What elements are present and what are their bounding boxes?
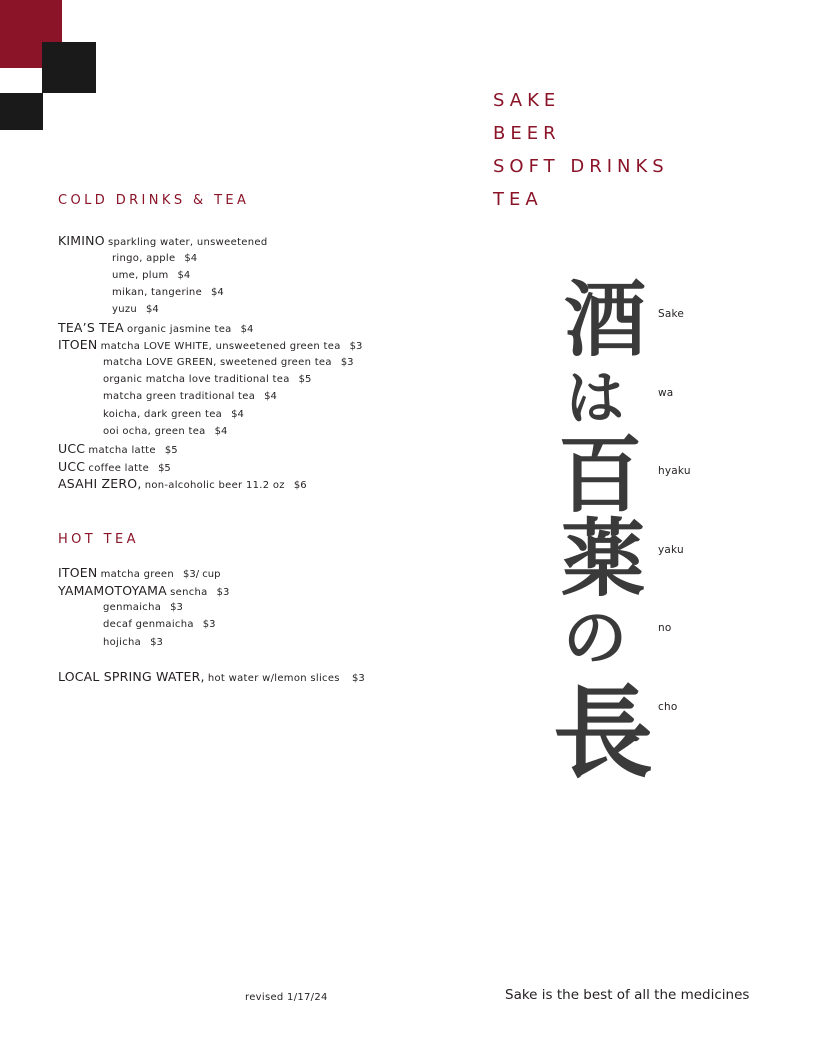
gloss-word: Sake [658,308,685,320]
revised-date: revised 1/17/24 [245,992,328,1003]
item-price: $4 [211,287,224,299]
hot-tea-list [58,564,488,651]
calligraphy-char: 長 [553,674,653,788]
menu-item [58,564,488,582]
calligraphy-char: は [565,364,625,432]
corner-square-black-lower [0,93,43,130]
item-desc: hojicha [103,636,142,648]
item-desc: ooi ocha, green tea [103,425,206,437]
menu-item [58,582,488,600]
menu-item [58,301,488,318]
item-desc: genmaicha [103,602,162,613]
item-desc: organic matcha love traditional tea [103,373,290,385]
item-brand: KIMINO [58,233,105,248]
item-price: $6 [293,480,307,492]
menu-item [58,423,488,440]
item-brand: LOCAL SPRING WATER, [58,669,205,684]
item-price: $3 [170,602,183,613]
item-price: $3 [150,636,163,648]
menu-item [58,599,488,616]
item-desc: yuzu [112,304,138,316]
menu-item [58,475,488,493]
gloss-word: cho [658,701,678,713]
item-brand: ASAHI ZERO, [58,476,142,492]
hot-tea-title: HOT TEA [58,532,139,547]
item-desc: sencha [170,586,208,598]
menu-item [58,371,488,388]
item-price: $4 [184,252,198,264]
item-price: $4 [231,408,244,420]
item-price: $5 [298,373,312,385]
item-brand: UCC [58,458,86,474]
item-desc: non-alcoholic beer 11.2 oz [144,480,285,492]
menu-item [58,616,488,633]
item-desc: organic jasmine tea [127,323,232,335]
cold-drinks-list [58,232,488,493]
menu-item [58,250,488,267]
item-brand: TEA’S TEA [58,319,124,335]
item-brand: YAMAMOTOYAMA [58,582,167,598]
footer-quote: Sake is the best of all the medicines [505,987,750,1003]
menu-item [58,284,488,301]
menu-item [58,634,488,651]
item-price: $4 [264,391,277,403]
gloss-word: wa [658,387,674,399]
nav-beer[interactable]: BEER [493,123,561,144]
nav-soft-drinks[interactable]: SOFT DRINKS [493,156,669,177]
nav-sake[interactable]: SAKE [493,90,561,111]
item-price: $3 [340,356,354,368]
calligraphy-art [545,268,665,788]
item-desc: koicha, dark green tea [103,408,223,420]
item-price: $4 [240,323,254,335]
item-brand: ITOEN [58,337,98,353]
item-desc: matcha latte [88,445,156,457]
item-desc: matcha LOVE WHITE, unsweetened green tea [100,341,341,353]
item-price: $3 [216,586,230,598]
item-desc: matcha green traditional tea [103,391,256,403]
item-desc: ringo, apple [112,252,176,264]
item-brand: UCC [58,441,86,457]
item-desc: matcha green [100,569,175,580]
calligraphy-char: の [563,601,627,676]
calligraphy-char: 薬 [560,509,646,608]
item-price: $3 [349,341,363,353]
item-desc: sparkling water, unsweetened [107,237,268,248]
item-price: $5 [158,462,171,474]
item-desc: ume, plum [112,269,169,281]
gloss-word: hyaku [658,465,691,477]
menu-item [58,440,488,458]
calligraphy-char: 百 [557,425,643,524]
menu-item [58,406,488,423]
item-price: $5 [164,445,178,457]
item-price: $4 [177,269,191,281]
item-price: $3 [202,619,216,631]
menu-item [58,354,488,371]
gloss-word: no [658,622,672,634]
item-brand: ITOEN [58,565,98,580]
corner-square-black [42,42,96,93]
menu-item [58,458,488,476]
menu-item [58,319,488,337]
item-desc: matcha LOVE GREEN, sweetened green tea [103,356,332,368]
item-desc: decaf genmaicha [103,619,194,631]
calligraphy-char: 酒 [563,272,647,368]
item-desc: mikan, tangerine [112,287,203,299]
menu-item [58,388,488,405]
item-price: $3 [351,673,365,684]
nav-tea[interactable]: TEA [493,189,543,210]
cold-drinks-title: COLD DRINKS & TEA [58,193,250,208]
item-price: $4 [146,304,159,316]
section-nav [493,90,669,222]
menu-item [58,267,488,284]
gloss-word: yaku [658,544,684,556]
water-item [58,668,488,686]
item-price: $3/ cup [183,569,221,580]
item-desc: hot water w/lemon slices [207,673,340,684]
item-price: $4 [214,425,228,437]
menu-item [58,336,488,354]
item-desc: coffee latte [88,462,150,474]
menu-item [58,232,488,250]
